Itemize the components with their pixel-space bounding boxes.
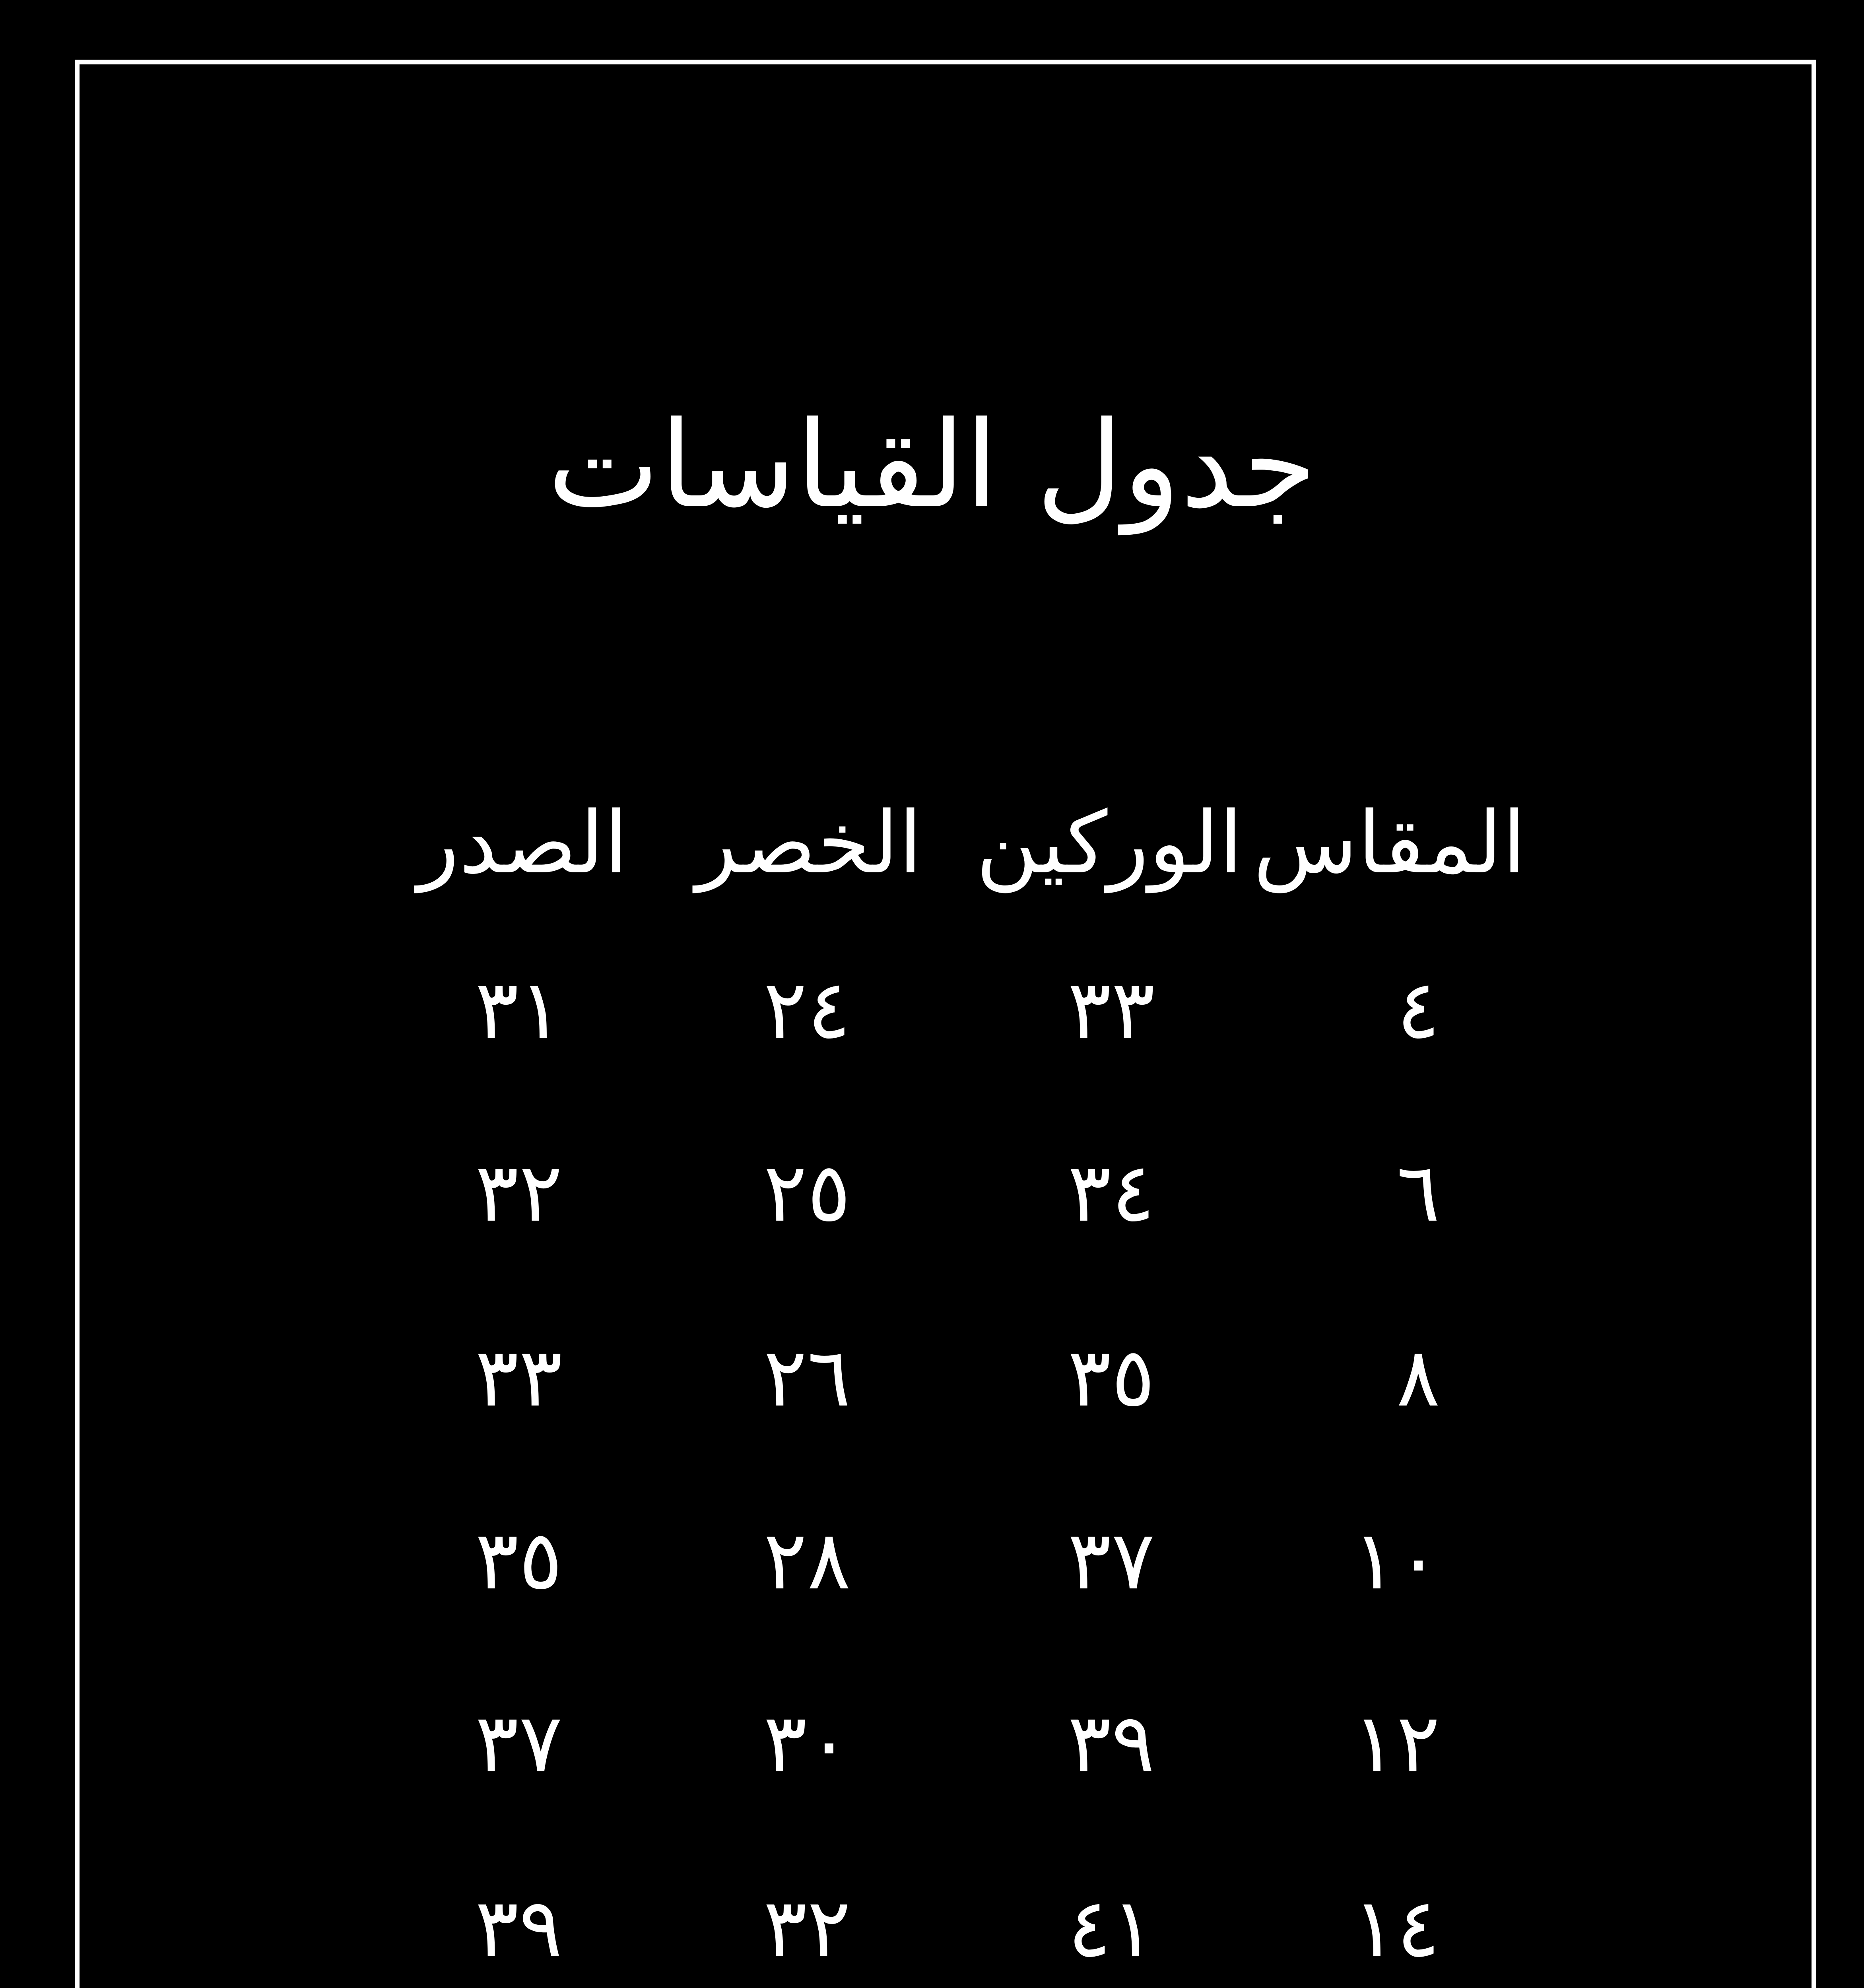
cell-hips: ٤١ [1067,1881,1155,1976]
cell-hips: ٣٥ [1067,1330,1155,1425]
cell-size: ١٤ [1352,1881,1440,1976]
cell-size: ١٢ [1352,1696,1440,1791]
cell-chest: ٣٥ [475,1513,563,1608]
cell-waist: ٣٠ [763,1696,851,1791]
cell-chest: ٣٩ [475,1881,563,1976]
cell-chest: ٣٧ [475,1696,563,1791]
cell-hips: ٣٤ [1067,1145,1155,1240]
cell-hips: ٣٧ [1067,1513,1155,1608]
cell-hips: ٣٣ [1067,963,1155,1057]
page-title: جدول القياسات [547,396,1317,534]
cell-size: ٦ [1396,1145,1440,1240]
cell-chest: ٣٢ [475,1145,563,1240]
cell-size: ٨ [1396,1330,1440,1425]
cell-waist: ٢٨ [763,1513,851,1608]
header-hips: الوركين [976,793,1243,893]
cell-size: ١٠ [1352,1513,1440,1608]
cell-waist: ٢٤ [763,963,851,1057]
cell-chest: ٣١ [475,963,563,1057]
cell-size: ٤ [1396,963,1440,1057]
cell-waist: ٢٥ [763,1145,851,1240]
header-chest: الصدر [417,793,628,893]
cell-waist: ٣٢ [763,1881,851,1976]
cell-waist: ٢٦ [763,1330,851,1425]
cell-chest: ٣٣ [475,1330,563,1425]
header-size: المقاس [1253,793,1526,893]
header-waist: الخصر [696,793,922,893]
cell-hips: ٣٩ [1067,1696,1155,1791]
